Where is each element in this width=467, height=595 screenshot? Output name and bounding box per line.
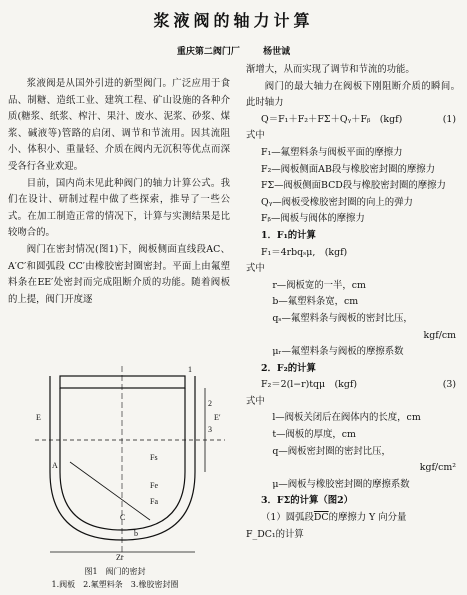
paragraph-seal: 阀门在密封情况(图1)下，阀板侧面直线段AC、A′C′和圆弧段 CC′由橡胶密封圈密封。平面上由氟塑料条在EE′处密封而完成阻断介质的功能。随着阀板的上提，阀门开度逐 — [8, 243, 230, 305]
paragraph-max-force: 阀门的最大轴力在阀板下刚阻断介质的瞬间。此时轴力 — [246, 80, 460, 109]
label-3: 3 — [208, 425, 212, 434]
article-title: 浆液阀的轴力计算 — [153, 11, 314, 30]
definition-fsum: FΣ—阀板侧面BCD段与橡胶密封圈的摩擦力 — [261, 180, 446, 192]
definition-qy: Qᵧ—阀板受橡胶密封圈的向上的弹力 — [261, 196, 413, 208]
paragraph-cont: 渐增大，从而实现了调节和节流的功能。 — [246, 64, 415, 75]
section-heading-3: 3．FΣ的计算（图2） — [261, 495, 353, 507]
label-e-prime: E′ — [214, 413, 221, 422]
where-label-3: 式中 — [246, 395, 265, 407]
author-line — [0, 44, 467, 57]
where-label-2: 式中 — [246, 263, 265, 275]
unit-q: kgf/cm² — [419, 462, 456, 474]
equation-2 — [246, 245, 460, 262]
figure-legend: 1.阀板 2.氟塑料条 3.橡胶密封圈 — [51, 580, 179, 589]
section-heading-2: 2．F₂的计算 — [261, 362, 316, 374]
definition-qs: qₛ—氟塑料条与阀板的密封比压， — [272, 312, 413, 324]
left-column — [8, 76, 230, 308]
equation-1-text: Q＝F₁＋F₂＋FΣ＋Qᵧ＋Fᵦ (kgf) — [261, 113, 403, 125]
equation-3-number: (3) — [442, 379, 456, 391]
paragraph-intro: 浆液阀是从国外引进的新型阀门。广泛应用于食品、制糖、造纸工业、建筑工程、矿山设施的各种介质(糖浆、纸浆、榨汁、果汁、废水、泥浆、砂浆、煤浆、碱液等)管路的启闭、调节和节流用。因其流阻小、体积小、重量轻、介质在阀内无沉积等优点而深受各行各业欢迎。 — [8, 78, 230, 172]
definition-q: q—阀板密封圈的密封比压， — [272, 445, 391, 457]
equation-3-text: F₂＝2(l−r)tqμ (kgf) — [261, 379, 357, 391]
figure-caption: 图1 阀门的密封 — [84, 567, 146, 576]
label-fa: Fa — [150, 497, 158, 506]
definition-f2: F₂—阀板侧面AB段与橡胶密封圈的摩擦力 — [261, 163, 435, 175]
section-heading-1: 1．F₁的计算 — [261, 229, 316, 241]
author-name: 杨世诚 — [263, 47, 291, 57]
definition-f1: F₁—氟塑料条与阀板平面的摩擦力 — [261, 146, 403, 158]
unit-qs: kgf/cm — [423, 329, 456, 341]
equation-2-text: F₁＝4rbqₛμ, (kgf) — [261, 246, 348, 258]
leader-line — [70, 462, 150, 520]
equation-1-number: (1) — [442, 113, 456, 125]
equation-1 — [246, 112, 460, 129]
equation-3 — [246, 377, 460, 394]
label-e: E — [36, 413, 41, 422]
valve-seal-figure — [30, 360, 230, 560]
label-zr: Zr — [116, 553, 124, 560]
valve-plate-top — [60, 376, 185, 388]
right-column — [246, 62, 460, 543]
label-b: b — [134, 529, 138, 538]
definition-mu-r: μᵣ—氟塑料条与阀板的摩擦系数 — [272, 346, 404, 358]
label-1: 1 — [188, 365, 192, 374]
paragraph-method: 目前，国内尚未见此种阀门的轴力计算公式。我们在设计、研制过程中做了些探索，推导了一些公式。在加工制造正常的情况下，计算与实测结果是比较吻合的。 — [8, 177, 230, 239]
definition-l: l—阀板关闭后在阀体内的长度，cm — [272, 412, 421, 424]
label-a: A — [52, 461, 58, 470]
label-c: C — [120, 513, 126, 522]
paragraph-fdc: F_DC₁的计算 — [246, 528, 304, 540]
arc-dc-label: $\overline{DC}$ — [313, 512, 329, 524]
author-affiliation: 重庆第二阀门厂 — [176, 47, 240, 57]
label-fs: Fs — [150, 453, 158, 462]
paragraph-arc-force — [246, 510, 460, 527]
arc-force-text-a: （1）圆弧段 — [261, 512, 314, 524]
label-2: 2 — [208, 399, 212, 408]
definition-b: b—氟塑料条宽，cm — [272, 296, 359, 308]
arc-force-text-b: 的摩擦力 Y 向分量 — [328, 512, 407, 524]
where-label-1: 式中 — [246, 130, 265, 142]
definition-t: t—阀板的厚度，cm — [272, 429, 356, 441]
definition-r: r—阀板宽的一半，cm — [272, 279, 366, 291]
definition-mu: μ—阀板与橡胶密封圈的摩擦系数 — [272, 478, 410, 490]
label-fe: Fe — [150, 481, 158, 490]
definition-fb: Fᵦ—阀板与阀体的摩擦力 — [261, 213, 365, 225]
